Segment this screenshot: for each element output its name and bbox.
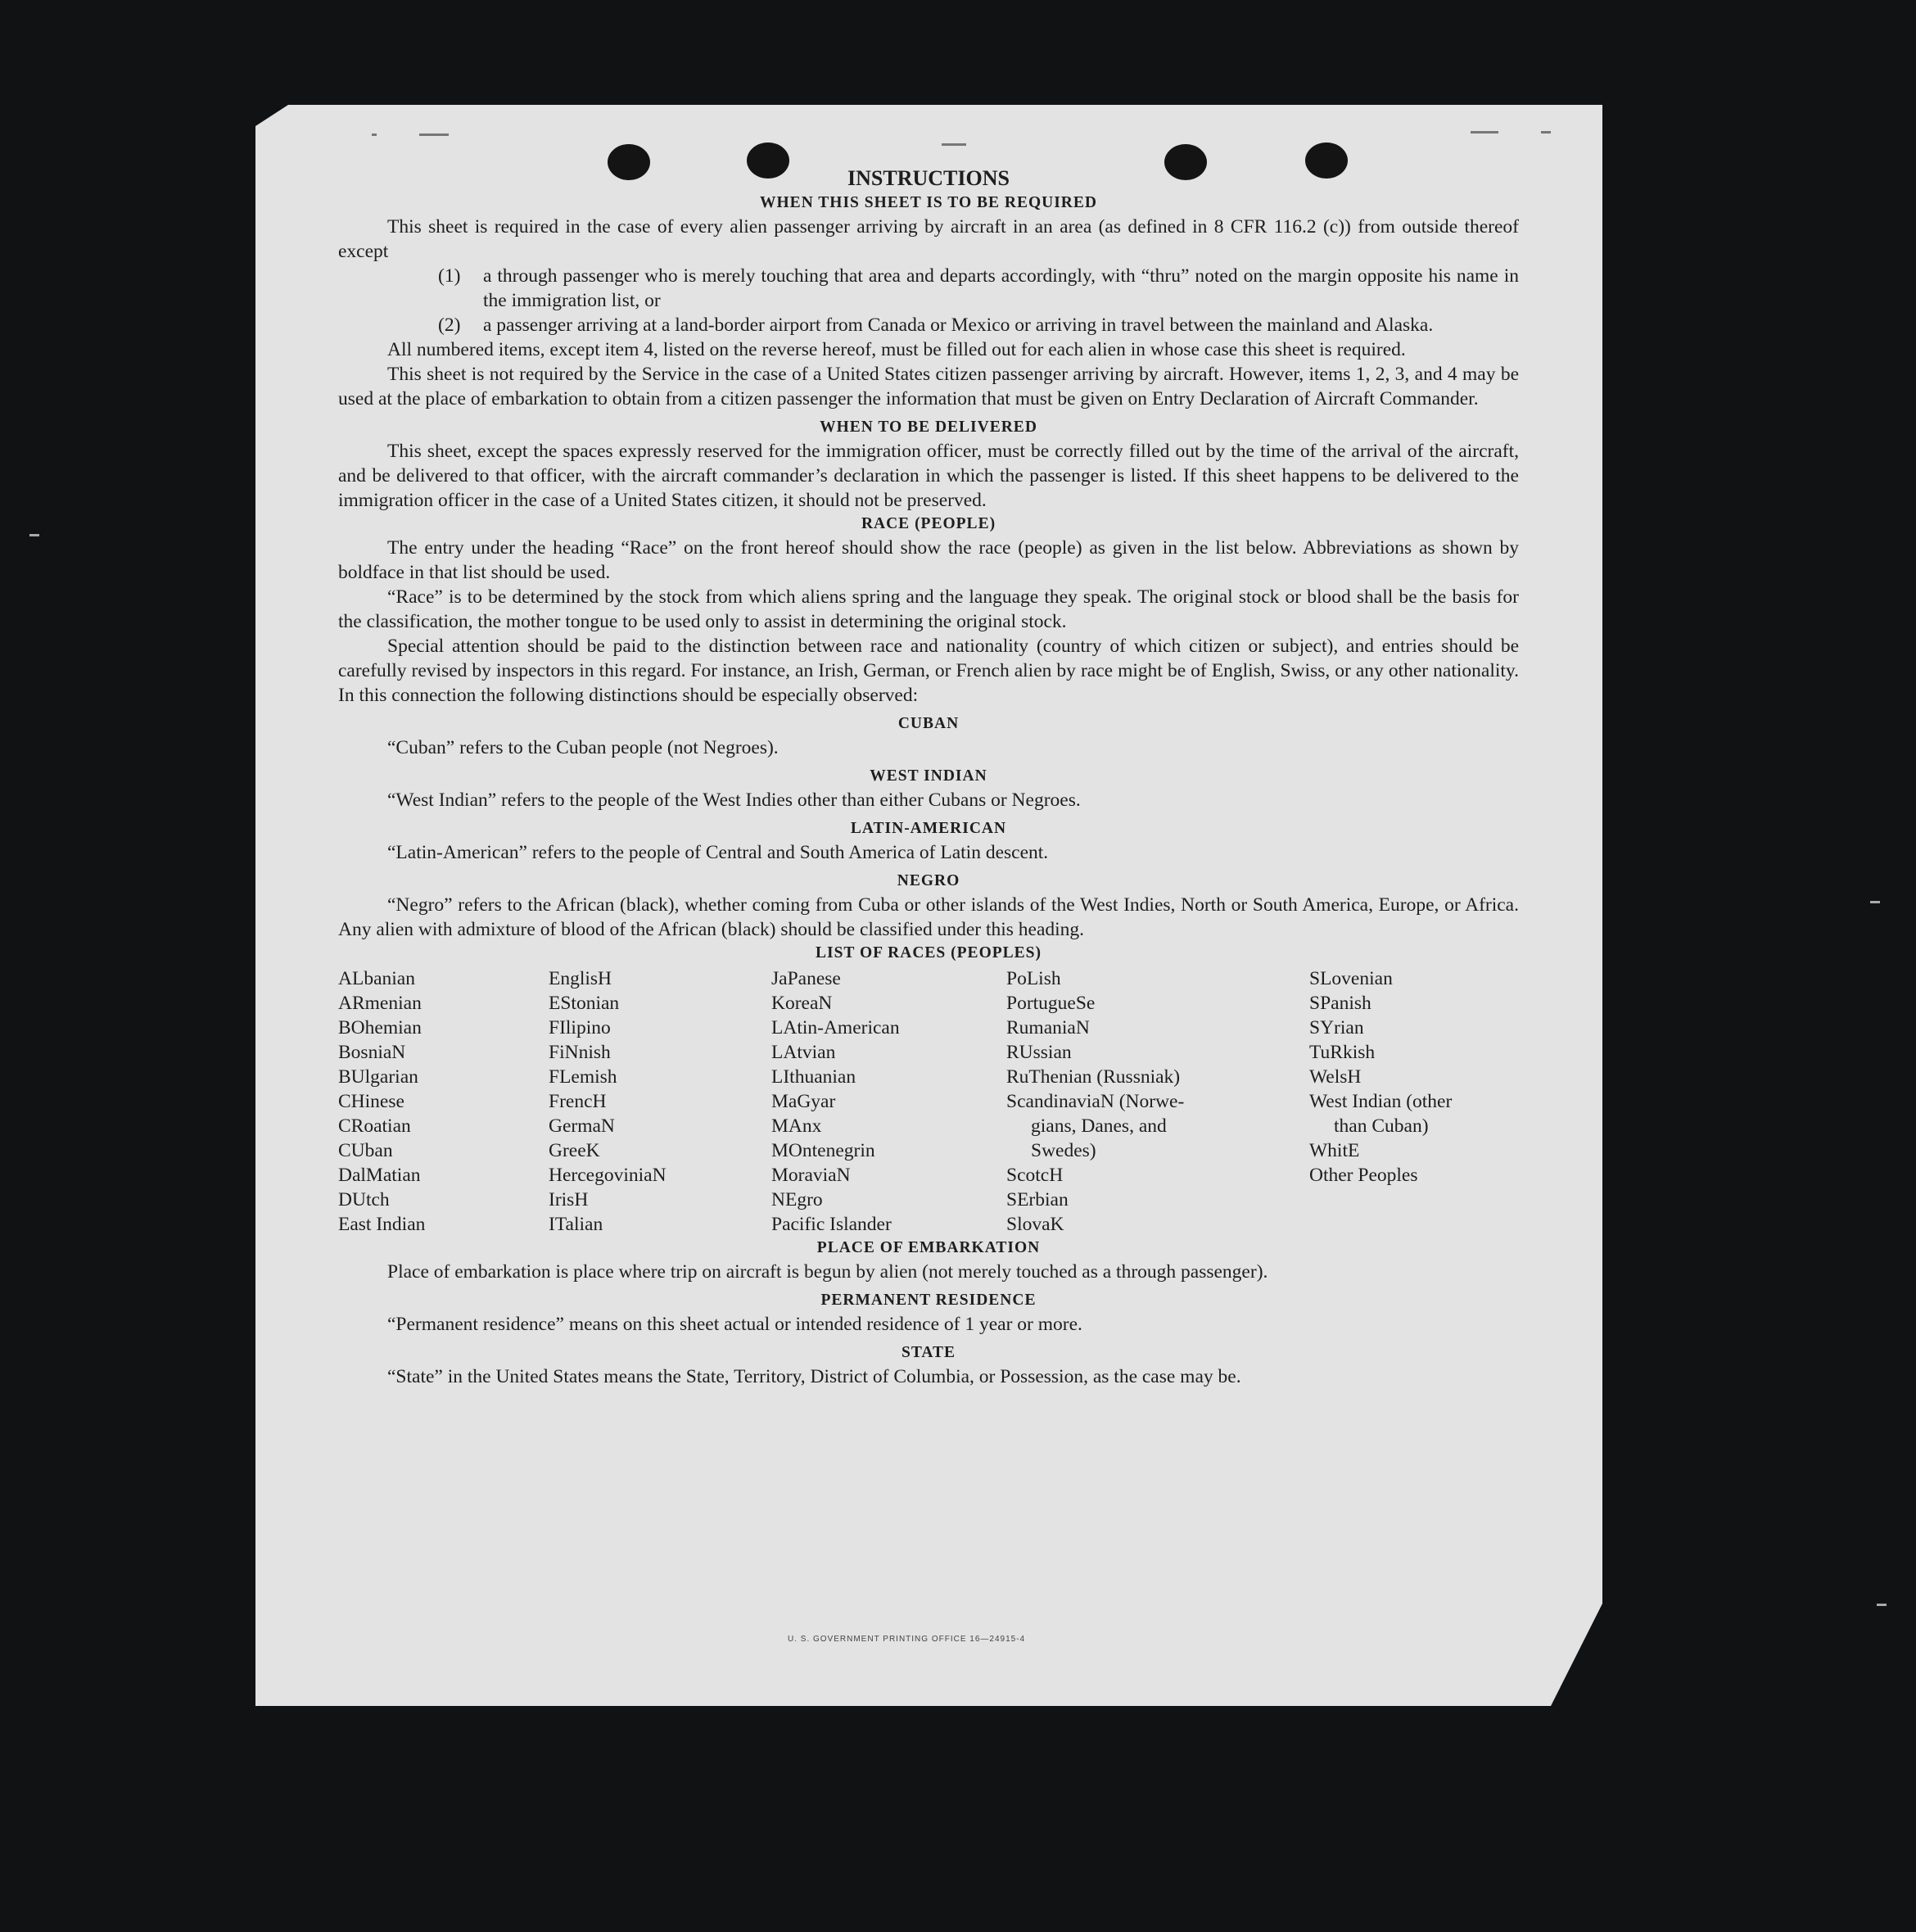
race-entry: PortugueSe	[1006, 993, 1096, 1014]
race-entry: RumaniaN	[1006, 1017, 1090, 1038]
race-entry: BOhemian	[338, 1017, 422, 1038]
heading-when-delivered: WHEN TO BE DELIVERED	[820, 419, 1037, 436]
item-text: a through passenger who is merely touching that area and departs accordingly, with “thru” noted on the margin opposite his name in the immigration list, or	[483, 265, 1519, 311]
heading-west-indian: WEST INDIAN	[870, 767, 987, 785]
race-entry: LAtin-American	[771, 1017, 900, 1038]
heading-embarkation: PLACE OF EMBARKATION	[816, 1239, 1041, 1256]
race-entry: BosniaN	[338, 1042, 406, 1063]
heading-cuban: CUBAN	[897, 715, 960, 732]
race-entry: JaPanese	[771, 968, 841, 989]
speck	[942, 143, 966, 146]
races-column-3	[771, 966, 900, 1237]
race-entry: GermaN	[549, 1115, 615, 1137]
race-entry: CUban	[338, 1140, 393, 1161]
heading-list-of-races: LIST OF RACES (PEOPLES)	[815, 944, 1042, 961]
speck	[419, 133, 449, 136]
speck	[1877, 1604, 1887, 1606]
paragraph: “Negro” refers to the African (black), whether coming from Cuba or other islands of the West Indies, North or South America, Europe, or Africa. Any alien with admixture of blood of the African (black) should be classified under this heading.	[338, 894, 1519, 940]
race-entry: SlovaK	[1006, 1214, 1064, 1235]
race-entry: CRoatian	[338, 1115, 411, 1137]
race-entry: BUlgarian	[338, 1066, 418, 1088]
races-column-2	[549, 966, 667, 1237]
race-entry: MoraviaN	[771, 1165, 851, 1186]
heading-negro: NEGRO	[897, 872, 960, 889]
race-entry: than Cuban)	[1334, 1115, 1429, 1137]
heading-race: RACE (PEOPLE)	[861, 515, 996, 532]
paragraph: “Cuban” refers to the Cuban people (not Negroes).	[387, 737, 779, 758]
instructions-text	[338, 164, 1519, 1389]
race-entry: DalMatian	[338, 1165, 421, 1186]
race-entry: EStonian	[549, 993, 620, 1014]
paragraph: This sheet is required in the case of every alien passenger arriving by aircraft in an area (as defined in 8 CFR 116.2 (c)) from outside thereof except	[338, 216, 1519, 262]
heading-state: STATE	[901, 1344, 956, 1361]
list-item	[338, 264, 1519, 313]
race-entry: PoLish	[1006, 968, 1061, 989]
race-entry: MOntenegrin	[771, 1140, 875, 1161]
race-entry: RUssian	[1006, 1042, 1072, 1063]
races-column-1	[338, 966, 425, 1237]
speck	[1870, 901, 1880, 903]
race-entry: SPanish	[1309, 993, 1371, 1014]
paragraph: “State” in the United States means the State, Territory, District of Columbia, or Possession, as the case may be.	[387, 1366, 1241, 1387]
printer-imprint: U. S. GOVERNMENT PRINTING OFFICE 16—24915-4	[788, 1635, 1026, 1644]
paragraph: This sheet, except the spaces expressly reserved for the immigration officer, must be correctly filled out by the time of the arrival of the aircraft, and be delivered to that officer, with the aircraft commander’s declaration in which the passenger is listed. If this sheet happens to be delivered to the immigration officer in the case of a United States citizen, it should not be preserved.	[338, 441, 1519, 511]
race-entry: Swedes)	[1031, 1140, 1096, 1161]
race-entry: CHinese	[338, 1091, 404, 1112]
race-entry: TuRkish	[1309, 1042, 1376, 1063]
paragraph: “Permanent residence” means on this sheet actual or intended residence of 1 year or more.	[387, 1314, 1082, 1335]
list-item	[338, 313, 1519, 337]
heading-when-required: WHEN THIS SHEET IS TO BE REQUIRED	[760, 194, 1097, 211]
race-entry: Pacific Islander	[771, 1214, 892, 1235]
race-entry: GreeK	[549, 1140, 600, 1161]
race-entry: ScotcH	[1006, 1165, 1064, 1186]
document-title: INSTRUCTIONS	[847, 166, 1010, 190]
paragraph: The entry under the heading “Race” on the front hereof should show the race (people) as given in the list below. Abbreviations as shown by boldface in that list should be used.	[338, 537, 1519, 583]
race-entry: FiNnish	[549, 1042, 611, 1063]
item-number: (1)	[438, 265, 461, 287]
race-entry: ARmenian	[338, 993, 422, 1014]
race-entry: KoreaN	[771, 993, 833, 1014]
race-entry: DUtch	[338, 1189, 390, 1210]
paragraph: Special attention should be paid to the distinction between race and nationality (country of which citizen or subject), and entries should be carefully revised by inspectors in this regard. For instance, an Irish, German, or French alien by race might be of English, Swiss, or any other nationality. In this connection the following distinctions should be especially observed:	[338, 636, 1519, 706]
speck	[29, 534, 39, 536]
race-entry: West Indian (other	[1309, 1091, 1453, 1112]
race-entry: HercegoviniaN	[549, 1165, 667, 1186]
paragraph: “Latin-American” refers to the people of Central and South America of Latin descent.	[387, 842, 1049, 863]
race-entry: LIthuanian	[771, 1066, 856, 1088]
heading-residence: PERMANENT RESIDENCE	[820, 1292, 1037, 1309]
races-list	[338, 966, 1519, 1237]
speck	[372, 133, 377, 136]
race-entry: SLovenian	[1309, 968, 1393, 989]
item-text: a passenger arriving at a land-border airport from Canada or Mexico or arriving in travel between the mainland and Alaska.	[483, 314, 1434, 336]
race-entry: FIlipino	[549, 1017, 611, 1038]
race-entry: NEgro	[771, 1189, 823, 1210]
heading-latin-american: LATIN-AMERICAN	[850, 820, 1007, 837]
race-entry: FrencH	[549, 1091, 607, 1112]
race-entry: EnglisH	[549, 968, 612, 989]
race-entry: IrisH	[549, 1189, 589, 1210]
race-entry: Other Peoples	[1309, 1165, 1418, 1186]
race-entry: WelsH	[1309, 1066, 1362, 1088]
race-entry: LAtvian	[771, 1042, 836, 1063]
race-entry: SErbian	[1006, 1189, 1069, 1210]
race-entry: East Indian	[338, 1214, 426, 1235]
paragraph: This sheet is not required by the Service in the case of a United States citizen passenger arriving by aircraft. However, items 1, 2, 3, and 4 may be used at the place of embarkation to obtain from a citizen passenger the information that must be given on Entry Declaration of Aircraft Commander.	[338, 364, 1519, 409]
paragraph: All numbered items, except item 4, listed on the reverse hereof, must be filled out for each alien in whose case this sheet is required.	[387, 339, 1406, 360]
race-entry: ScandinaviaN (Norwe-	[1006, 1091, 1185, 1112]
race-entry: ITalian	[549, 1214, 603, 1235]
speck	[1471, 131, 1498, 133]
race-entry: RuThenian (Russniak)	[1006, 1066, 1181, 1088]
race-entry: FLemish	[549, 1066, 617, 1088]
race-entry: SYrian	[1309, 1017, 1364, 1038]
races-column-5	[1309, 966, 1452, 1188]
paragraph: “West Indian” refers to the people of the West Indies other than either Cubans or Negroes.	[387, 790, 1081, 811]
race-entry: ALbanian	[338, 968, 415, 989]
race-entry: gians, Danes, and	[1031, 1115, 1167, 1137]
paragraph: Place of embarkation is place where trip on aircraft is begun by alien (not merely touched as a through passenger).	[387, 1261, 1268, 1283]
race-entry: MAnx	[771, 1115, 822, 1137]
race-entry: WhitE	[1309, 1140, 1360, 1161]
speck	[1541, 131, 1551, 133]
item-number: (2)	[438, 314, 461, 336]
races-column-4	[1006, 966, 1184, 1237]
race-entry: MaGyar	[771, 1091, 836, 1112]
paragraph: “Race” is to be determined by the stock from which aliens spring and the language they speak. The original stock or blood shall be the basis for the classification, the mother tongue to be used only to assist in determining the original stock.	[338, 586, 1519, 632]
